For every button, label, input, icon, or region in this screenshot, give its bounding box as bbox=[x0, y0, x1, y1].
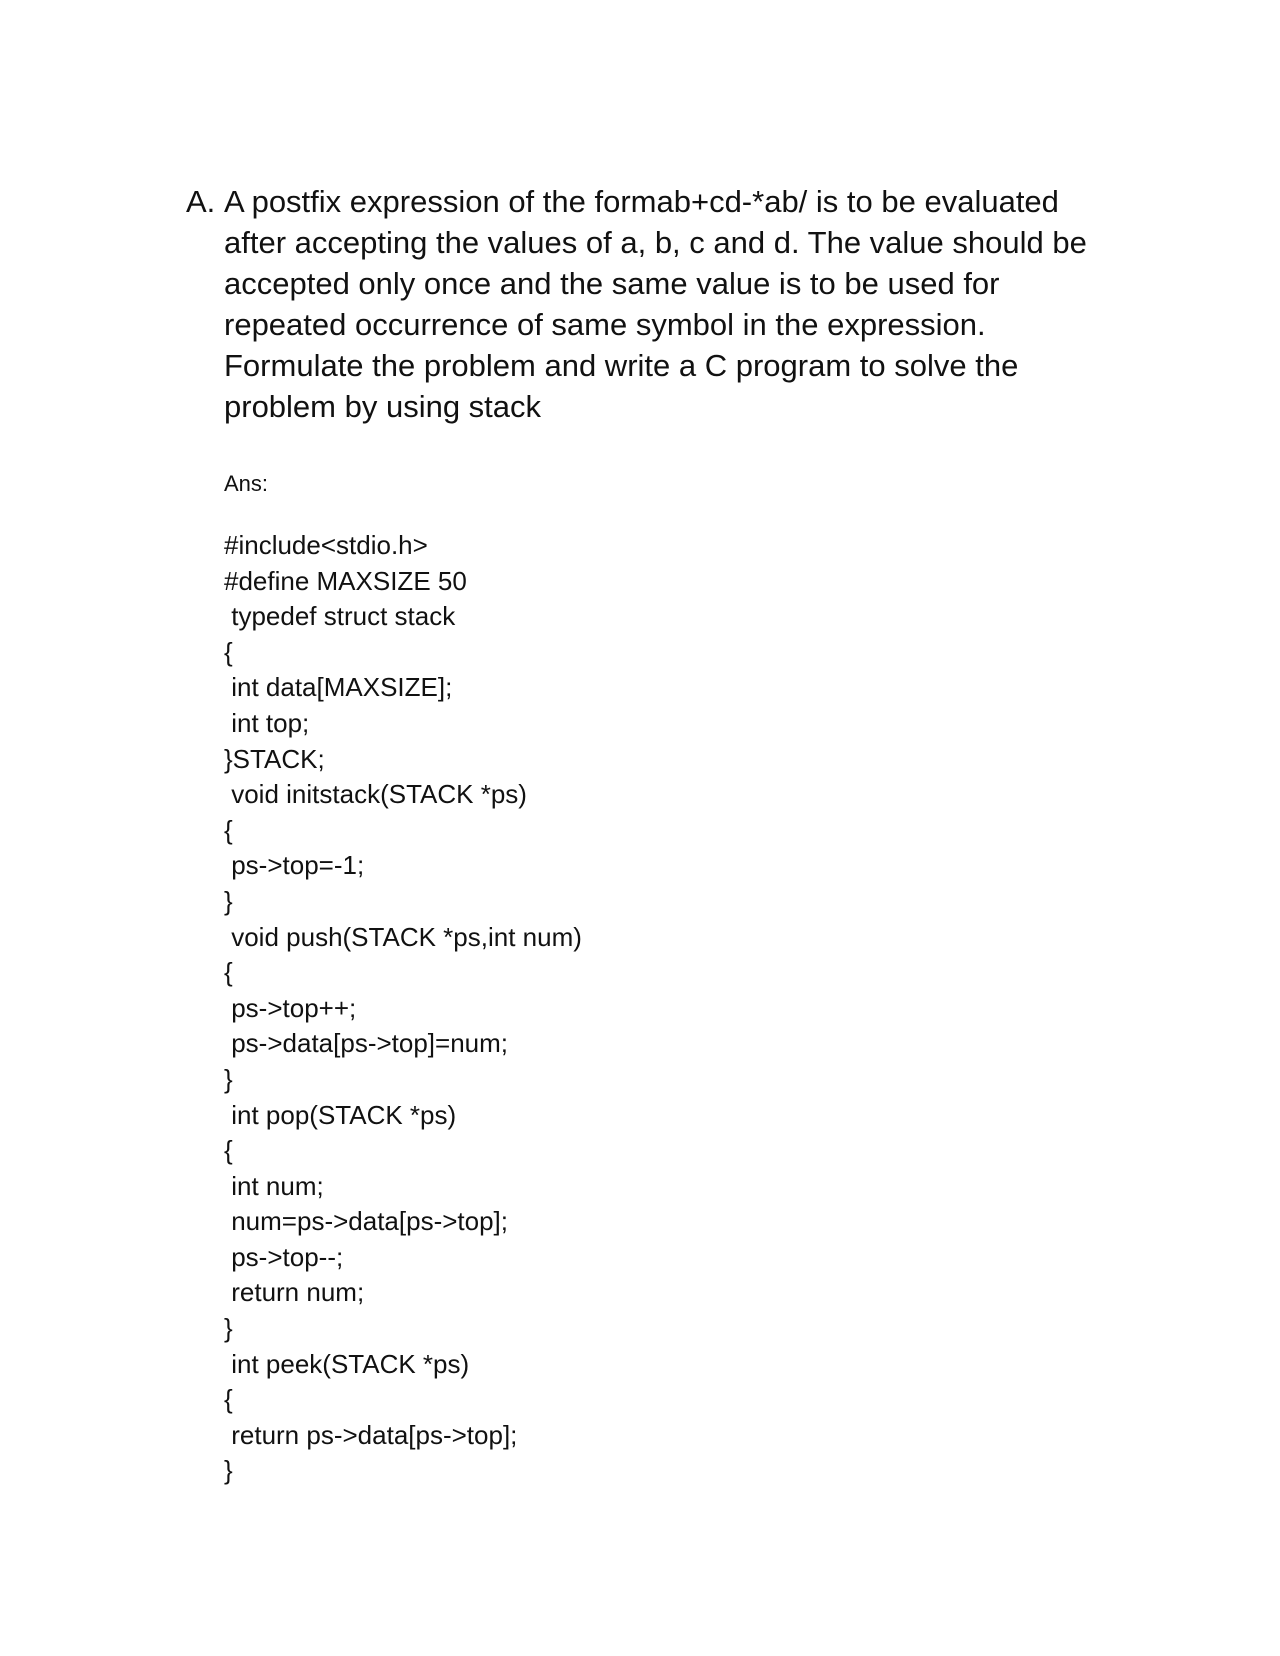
question-marker: A. bbox=[186, 184, 216, 219]
code-line: num=ps->data[ps->top]; bbox=[224, 1206, 509, 1237]
question-text: A postfix expression of the formab+cd-*ab/ is to be evaluated after accepting the values of a, b, c and d. The value should be accepted only once and the same value is to be used for repeated occurrence of same symbol in the expression. Formulate the problem and write a C program to solve the problem by using stack bbox=[224, 184, 1087, 424]
code-line: } bbox=[224, 1313, 233, 1344]
code-line: ps->top++; bbox=[224, 992, 357, 1023]
code-line: void initstack(STACK *ps) bbox=[224, 779, 527, 810]
code-line: #include<stdio.h> bbox=[224, 530, 428, 560]
code-line: return ps->data[ps->top]; bbox=[224, 1419, 518, 1450]
code-line: } bbox=[224, 1063, 233, 1094]
code-line: typedef struct stack bbox=[224, 601, 456, 632]
code-line: void push(STACK *ps,int num) bbox=[224, 921, 582, 952]
code-line: { bbox=[224, 636, 233, 667]
code-line: ps->top=-1; bbox=[224, 850, 365, 881]
code-line: ps->top--; bbox=[224, 1241, 344, 1272]
code-line: }STACK; bbox=[224, 743, 325, 774]
code-line: int pop(STACK *ps) bbox=[224, 1099, 457, 1130]
code-line: { bbox=[224, 1384, 233, 1415]
code-line: ps->data[ps->top]=num; bbox=[224, 1028, 509, 1059]
code-line: int data[MAXSIZE]; bbox=[224, 672, 453, 703]
code-line: #define MAXSIZE 50 bbox=[224, 565, 467, 596]
code-line: int num; bbox=[224, 1170, 324, 1201]
code-line: return num; bbox=[224, 1277, 365, 1308]
code-line: { bbox=[224, 957, 233, 988]
code-line: int peek(STACK *ps) bbox=[224, 1348, 470, 1379]
code-line: { bbox=[224, 814, 233, 845]
code-line: { bbox=[224, 1135, 233, 1166]
code-line: } bbox=[224, 885, 233, 916]
answer-label: Ans: bbox=[224, 471, 269, 496]
code-block bbox=[224, 528, 924, 1489]
code-line: } bbox=[224, 1455, 233, 1486]
code-line: int top; bbox=[224, 707, 310, 738]
